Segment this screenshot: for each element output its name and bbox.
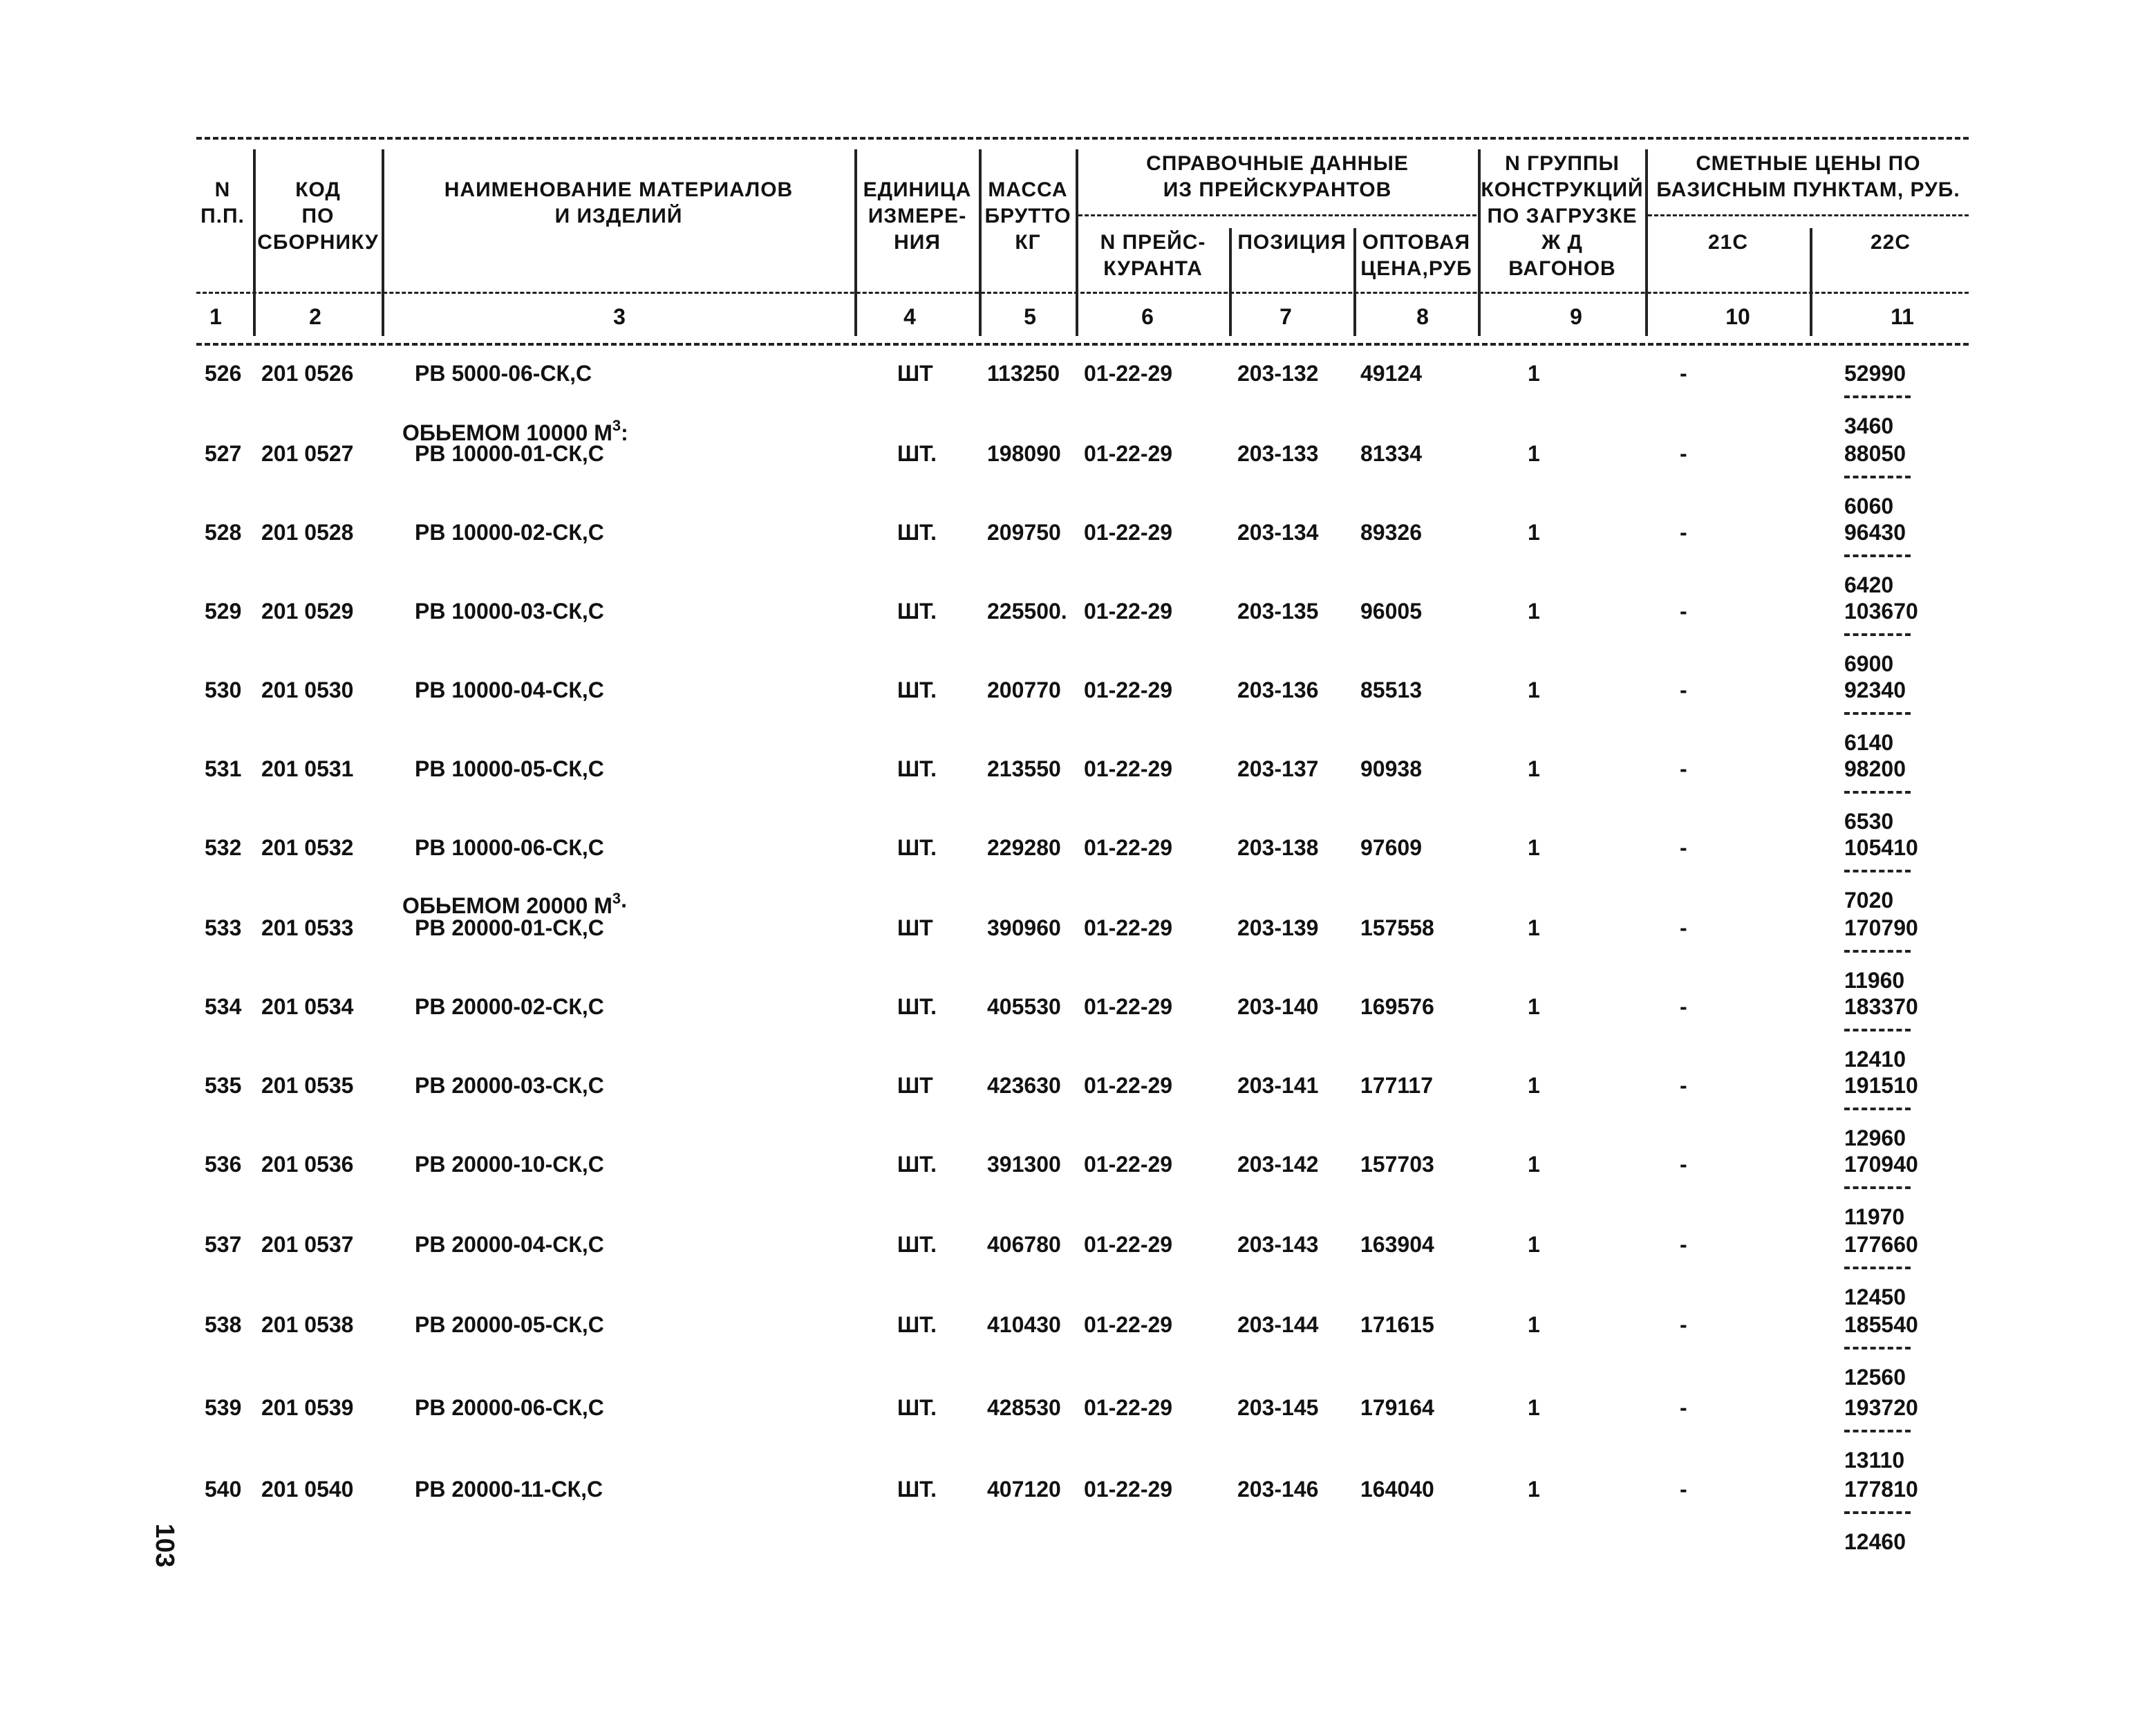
row-name: РВ 10000-05-СК,С: [415, 756, 604, 781]
row-price-21c: -: [1680, 441, 1687, 466]
row-group: 1: [1528, 678, 1540, 702]
row-code: 201 0540: [261, 1477, 354, 1502]
row-name: РВ 20000-06-СК,С: [415, 1395, 604, 1420]
row-number: 534: [205, 994, 242, 1019]
header-mid-rule: [196, 292, 1969, 294]
row-name: РВ 10000-04-СК,С: [415, 678, 604, 702]
price-fraction-rule: [1844, 1186, 1911, 1189]
row-price-21c: -: [1680, 915, 1687, 940]
price-fraction-rule: [1844, 395, 1911, 398]
row-name: РВ 20000-03-СК,С: [415, 1073, 604, 1098]
column-number: 7: [1279, 304, 1292, 329]
row-pricelist: 01-22-29: [1084, 835, 1173, 860]
row-price-22c: 170790: [1844, 915, 1918, 940]
row-price-22c: 177810: [1844, 1477, 1918, 1502]
row-pricelist: 01-22-29: [1084, 520, 1173, 545]
row-price-21c: -: [1680, 1395, 1687, 1420]
row-group: 1: [1528, 915, 1540, 940]
row-unit: ШТ.: [897, 1152, 937, 1177]
row-number: 536: [205, 1152, 242, 1177]
table-row: [0, 914, 2156, 942]
row-unit: ШТ: [897, 1073, 933, 1098]
col5-header: МАССА БРУТТО КГ: [984, 178, 1071, 254]
row-unit: ШТ.: [897, 1395, 937, 1420]
row-position: 203-137: [1237, 756, 1319, 781]
row-mass: 198090: [987, 441, 1061, 466]
row-code: 201 0526: [261, 361, 354, 386]
row-price-22c-bottom: 12450: [1844, 1285, 1906, 1309]
row-group: 1: [1528, 835, 1540, 860]
col10-header: 21С: [1707, 231, 1749, 254]
table-row: [0, 1150, 2156, 1178]
price-fraction-rule: [1844, 554, 1911, 557]
row-pricelist: 01-22-29: [1084, 1312, 1173, 1337]
row-price-22c: 105410: [1844, 835, 1918, 860]
row-pricelist: 01-22-29: [1084, 1073, 1173, 1098]
row-code: 201 0538: [261, 1312, 354, 1337]
row-unit: ШТ.: [897, 599, 937, 624]
row-code: 201 0530: [261, 678, 354, 702]
row-pricelist: 01-22-29: [1084, 1477, 1173, 1502]
row-code: 201 0539: [261, 1395, 354, 1420]
row-price-22c-bottom: 11970: [1844, 1204, 1905, 1229]
col4-header: ЕДИНИЦА ИЗМЕРЕ- НИЯ: [863, 178, 972, 254]
row-number: 537: [205, 1232, 242, 1257]
row-price-22c: 170940: [1844, 1152, 1918, 1177]
column-number: 4: [903, 304, 916, 329]
row-mass: 410430: [987, 1312, 1061, 1337]
row-pricelist: 01-22-29: [1084, 915, 1173, 940]
row-unit: ШТ.: [897, 520, 937, 545]
row-group: 1: [1528, 756, 1540, 781]
row-group: 1: [1528, 1395, 1540, 1420]
row-pricelist: 01-22-29: [1084, 1395, 1173, 1420]
row-price-22c: 103670: [1844, 599, 1918, 624]
row-mass: 423630: [987, 1073, 1061, 1098]
row-name: РВ 20000-01-СК,С: [415, 915, 604, 940]
row-mass: 406780: [987, 1232, 1061, 1257]
group-label: ОБЬЕМОМ 10000 $М^3$:: [402, 417, 628, 445]
row-price-21c: -: [1680, 1477, 1687, 1502]
row-name: РВ 20000-10-СК,С: [415, 1152, 604, 1177]
row-wholesale-price: 171615: [1360, 1312, 1434, 1337]
row-mass: 390960: [987, 915, 1061, 940]
row-position: 203-143: [1237, 1232, 1319, 1257]
table-row: [0, 1072, 2156, 1099]
row-unit: ШТ.: [897, 994, 937, 1019]
row-price-22c-bottom: 6900: [1844, 651, 1894, 676]
row-wholesale-price: 89326: [1360, 520, 1422, 545]
row-mass: 200770: [987, 678, 1061, 702]
price-fraction-rule: [1844, 1267, 1911, 1269]
row-wholesale-price: 169576: [1360, 994, 1434, 1019]
col3-header: НАИМЕНОВАНИЕ МАТЕРИАЛОВ И ИЗДЕЛИЙ: [444, 178, 794, 227]
price-fraction-rule: [1844, 950, 1911, 953]
price-fraction-rule: [1844, 1511, 1911, 1514]
column-number: 9: [1570, 304, 1582, 329]
row-code: 201 0528: [261, 520, 354, 545]
row-code: 201 0527: [261, 441, 354, 466]
row-price-22c: 193720: [1844, 1395, 1918, 1420]
row-name: РВ 20000-11-СК,С: [415, 1477, 603, 1502]
row-mass: 213550: [987, 756, 1061, 781]
row-mass: 229280: [987, 835, 1061, 860]
row-price-21c: -: [1680, 599, 1687, 624]
row-price-22c-bottom: 11960: [1844, 968, 1905, 993]
row-mass: 391300: [987, 1152, 1061, 1177]
row-price-22c-bottom: 12960: [1844, 1126, 1906, 1150]
row-pricelist: 01-22-29: [1084, 599, 1173, 624]
column-number: 3: [613, 304, 626, 329]
row-name: РВ 10000-03-СК,С: [415, 599, 604, 624]
row-pricelist: 01-22-29: [1084, 756, 1173, 781]
col9-header: N ГРУППЫ КОНСТРУКЦИЙ ПО ЗАГРУЗКЕ Ж Д ВАГОНОВ: [1481, 152, 1644, 280]
row-price-22c: 185540: [1844, 1312, 1918, 1337]
row-number: 533: [205, 915, 242, 940]
row-wholesale-price: 49124: [1360, 361, 1422, 386]
row-number: 532: [205, 835, 242, 860]
row-wholesale-price: 157703: [1360, 1152, 1434, 1177]
row-wholesale-price: 97609: [1360, 835, 1422, 860]
price-fraction-rule: [1844, 870, 1911, 872]
col1-header: N П.П.: [200, 178, 245, 227]
row-position: 203-135: [1237, 599, 1319, 624]
row-group: 1: [1528, 1477, 1540, 1502]
col7-header: ПОЗИЦИЯ: [1237, 231, 1347, 254]
row-number: 527: [205, 441, 242, 466]
row-pricelist: 01-22-29: [1084, 1232, 1173, 1257]
price-fraction-rule: [1844, 1108, 1911, 1110]
row-group: 1: [1528, 520, 1540, 545]
row-unit: ШТ.: [897, 441, 937, 466]
row-pricelist: 01-22-29: [1084, 1152, 1173, 1177]
row-price-22c-bottom: 7020: [1844, 888, 1894, 913]
row-unit: ШТ: [897, 361, 933, 386]
row-unit: ШТ.: [897, 1477, 937, 1502]
row-price-21c: -: [1680, 1232, 1687, 1257]
row-group: 1: [1528, 1152, 1540, 1177]
row-group: 1: [1528, 1312, 1540, 1337]
row-unit: ШТ.: [897, 835, 937, 860]
row-price-22c: 183370: [1844, 994, 1918, 1019]
column-number: 8: [1416, 304, 1429, 329]
row-position: 203-132: [1237, 361, 1319, 386]
row-price-22c: 98200: [1844, 756, 1906, 781]
row-price-21c: -: [1680, 520, 1687, 545]
row-group: 1: [1528, 1073, 1540, 1098]
row-pricelist: 01-22-29: [1084, 441, 1173, 466]
row-price-22c: 96430: [1844, 520, 1906, 545]
row-number: 538: [205, 1312, 242, 1337]
row-price-22c: 88050: [1844, 441, 1906, 466]
row-price-22c: 92340: [1844, 678, 1906, 702]
row-price-22c-bottom: 12560: [1844, 1365, 1906, 1390]
row-group: 1: [1528, 994, 1540, 1019]
row-position: 203-145: [1237, 1395, 1319, 1420]
row-wholesale-price: 177117: [1360, 1073, 1434, 1098]
column-number: 5: [1024, 304, 1036, 329]
row-name: РВ 20000-02-СК,С: [415, 994, 604, 1019]
price-fraction-rule: [1844, 712, 1911, 715]
price-fraction-rule: [1844, 633, 1911, 636]
row-position: 203-138: [1237, 835, 1319, 860]
row-price-22c: 177660: [1844, 1232, 1918, 1257]
row-unit: ШТ: [897, 915, 933, 940]
row-name: РВ 10000-06-СК,С: [415, 835, 604, 860]
row-price-22c-bottom: 6420: [1844, 572, 1894, 597]
row-price-21c: -: [1680, 361, 1687, 386]
row-position: 203-142: [1237, 1152, 1319, 1177]
row-number: 526: [205, 361, 242, 386]
col11-header: 22С: [1870, 231, 1911, 254]
row-wholesale-price: 85513: [1360, 678, 1422, 702]
row-code: 201 0535: [261, 1073, 354, 1098]
row-wholesale-price: 157558: [1360, 915, 1434, 940]
row-mass: 209750: [987, 520, 1061, 545]
row-number: 530: [205, 678, 242, 702]
row-wholesale-price: 96005: [1360, 599, 1422, 624]
row-wholesale-price: 164040: [1360, 1477, 1434, 1502]
price-group-underline: [1648, 214, 1969, 216]
row-code: 201 0536: [261, 1152, 354, 1177]
row-group: 1: [1528, 361, 1540, 386]
row-number: 539: [205, 1395, 242, 1420]
row-position: 203-141: [1237, 1073, 1319, 1098]
row-mass: 113250: [987, 361, 1060, 386]
row-price-22c: 52990: [1844, 361, 1906, 386]
table-row: [0, 834, 2156, 861]
column-number: 11: [1891, 304, 1914, 329]
row-code: 201 0537: [261, 1232, 354, 1257]
row-pricelist: 01-22-29: [1084, 678, 1173, 702]
row-number: 540: [205, 1477, 242, 1502]
row-price-22c-bottom: 6530: [1844, 809, 1894, 834]
price-fraction-rule: [1844, 1029, 1911, 1031]
row-price-22c-bottom: 12460: [1844, 1529, 1906, 1554]
row-price-22c: 191510: [1844, 1073, 1918, 1098]
table-row: [0, 359, 2156, 387]
row-price-21c: -: [1680, 756, 1687, 781]
row-price-22c-bottom: 6140: [1844, 730, 1894, 755]
table-row: [0, 519, 2156, 546]
row-group: 1: [1528, 599, 1540, 624]
row-number: 531: [205, 756, 242, 781]
row-position: 203-136: [1237, 678, 1319, 702]
row-name: РВ 20000-04-СК,С: [415, 1232, 604, 1257]
table-row: [0, 1311, 2156, 1338]
table-row: [0, 676, 2156, 704]
row-position: 203-133: [1237, 441, 1319, 466]
row-price-21c: -: [1680, 1312, 1687, 1337]
price-fraction-rule: [1844, 476, 1911, 478]
row-number: 529: [205, 599, 242, 624]
row-position: 203-144: [1237, 1312, 1319, 1337]
row-position: 203-140: [1237, 994, 1319, 1019]
row-price-22c-bottom: 6060: [1844, 494, 1894, 519]
row-number: 535: [205, 1073, 242, 1098]
row-mass: 428530: [987, 1395, 1061, 1420]
table-row: [0, 1475, 2156, 1503]
row-group: 1: [1528, 1232, 1540, 1257]
row-price-22c-bottom: 13110: [1844, 1448, 1905, 1473]
row-name: РВ 10000-01-СК,С: [415, 441, 604, 466]
column-number: 10: [1725, 304, 1750, 329]
price-fraction-rule: [1844, 1430, 1911, 1432]
row-code: 201 0529: [261, 599, 354, 624]
row-code: 201 0531: [261, 756, 354, 781]
table-row: [0, 1231, 2156, 1258]
row-price-22c-bottom: 12410: [1844, 1047, 1906, 1072]
row-position: 203-146: [1237, 1477, 1319, 1502]
column-number: 1: [209, 304, 222, 329]
row-unit: ШТ.: [897, 678, 937, 702]
header-top-rule: [196, 137, 1969, 140]
col8-header: ОПТОВАЯ ЦЕНА,РУБ: [1360, 231, 1472, 280]
row-mass: 225500.: [987, 599, 1067, 624]
row-position: 203-139: [1237, 915, 1319, 940]
col6-header: N ПРЕЙС- КУРАНТА: [1100, 231, 1206, 280]
row-unit: ШТ.: [897, 1312, 937, 1337]
row-code: 201 0533: [261, 915, 354, 940]
page-number: 103: [150, 1523, 180, 1568]
row-wholesale-price: 163904: [1360, 1232, 1434, 1257]
row-wholesale-price: 90938: [1360, 756, 1422, 781]
row-code: 201 0532: [261, 835, 354, 860]
row-group: 1: [1528, 441, 1540, 466]
row-price-21c: -: [1680, 994, 1687, 1019]
table-row: [0, 1394, 2156, 1421]
row-price-21c: -: [1680, 1152, 1687, 1177]
row-mass: 405530: [987, 994, 1061, 1019]
column-number: 2: [309, 304, 321, 329]
table-row: [0, 440, 2156, 467]
row-price-21c: -: [1680, 678, 1687, 702]
row-name: РВ 10000-02-СК,С: [415, 520, 604, 545]
row-mass: 407120: [987, 1477, 1061, 1502]
row-price-22c-bottom: 3460: [1844, 413, 1894, 438]
row-wholesale-price: 179164: [1360, 1395, 1434, 1420]
row-name: РВ 5000-06-СК,С: [415, 361, 592, 386]
price-fraction-rule: [1844, 1347, 1911, 1350]
header-bottom-rule: [196, 343, 1969, 346]
price-fraction-rule: [1844, 791, 1911, 794]
row-pricelist: 01-22-29: [1084, 361, 1173, 386]
table-row: [0, 993, 2156, 1020]
row-pricelist: 01-22-29: [1084, 994, 1173, 1019]
ref-group-header: СПРАВОЧНЫЕ ДАННЫЕ ИЗ ПРЕЙСКУРАНТОВ: [1146, 152, 1409, 201]
row-price-21c: -: [1680, 835, 1687, 860]
row-price-21c: -: [1680, 1073, 1687, 1098]
row-code: 201 0534: [261, 994, 354, 1019]
ref-group-underline: [1078, 214, 1477, 216]
group-label: ОБЬЕМОМ 20000 $М^3\cdot$: [402, 890, 628, 918]
column-number: 6: [1141, 304, 1154, 329]
row-name: РВ 20000-05-СК,С: [415, 1312, 604, 1337]
row-wholesale-price: 81334: [1360, 441, 1422, 466]
col2-header: КОД ПО СБОРНИКУ: [257, 178, 379, 254]
row-position: 203-134: [1237, 520, 1319, 545]
table-row: [0, 597, 2156, 625]
row-unit: ШТ.: [897, 1232, 937, 1257]
price-group-header: СМЕТНЫЕ ЦЕНЫ ПО БАЗИСНЫМ ПУНКТАМ, РУБ.: [1656, 152, 1960, 201]
table-row: [0, 755, 2156, 783]
row-number: 528: [205, 520, 242, 545]
row-unit: ШТ.: [897, 756, 937, 781]
